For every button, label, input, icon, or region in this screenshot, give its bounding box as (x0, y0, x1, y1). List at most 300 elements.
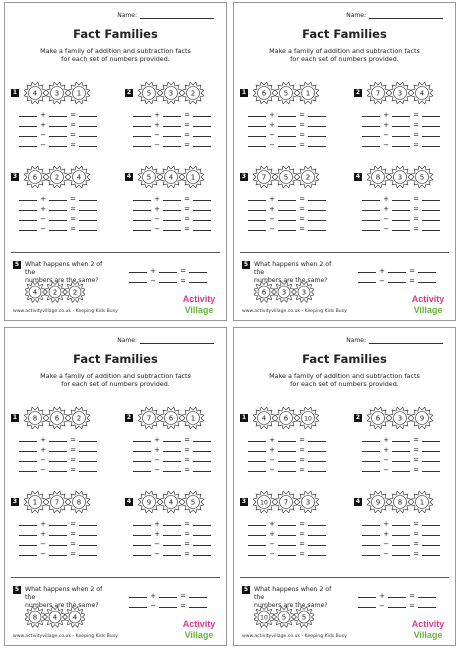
answer-blank[interactable] (422, 136, 440, 137)
answer-blank[interactable] (362, 146, 380, 147)
answer-blank[interactable] (422, 210, 440, 211)
answer-blank[interactable] (79, 116, 97, 117)
answer-blank[interactable] (248, 525, 266, 526)
sun-icon (68, 407, 90, 429)
answer-blank[interactable] (422, 451, 440, 452)
answer-blank[interactable] (278, 555, 296, 556)
sun-number: 10 (260, 499, 268, 507)
answer-blank[interactable] (278, 230, 296, 231)
answer-blank[interactable] (392, 230, 410, 231)
answer-blank[interactable] (133, 220, 151, 221)
answer-blank[interactable] (422, 441, 440, 442)
answer-blank[interactable] (129, 272, 147, 273)
answer-blank[interactable] (163, 451, 181, 452)
answer-blank[interactable] (49, 471, 67, 472)
answer-blank[interactable] (362, 136, 380, 137)
answer-blank[interactable] (19, 525, 37, 526)
answer-blank[interactable] (193, 545, 211, 546)
answer-blank[interactable] (308, 200, 326, 201)
sun-number: 1 (190, 173, 196, 182)
answer-blank[interactable] (79, 200, 97, 201)
answer-blank[interactable] (358, 282, 376, 283)
sun-number: 2 (190, 89, 196, 98)
operator-sign: + (269, 520, 275, 528)
answer-blank[interactable] (193, 525, 211, 526)
answer-blank[interactable] (49, 555, 67, 556)
equation-row (133, 213, 227, 223)
answer-blank[interactable] (19, 535, 37, 536)
answer-blank[interactable] (163, 200, 181, 201)
sun-icon (254, 607, 274, 628)
worksheet-grid (4, 2, 456, 646)
answer-blank[interactable] (278, 535, 296, 536)
answer-blank[interactable] (422, 146, 440, 147)
answer-blank[interactable] (49, 441, 67, 442)
sun-icon (46, 407, 68, 429)
answer-blank[interactable] (392, 555, 410, 556)
equals-sign: = (70, 131, 76, 139)
answer-blank[interactable] (129, 597, 147, 598)
answer-blank[interactable] (422, 525, 440, 526)
answer-blank[interactable] (193, 555, 211, 556)
answer-blank[interactable] (308, 451, 326, 452)
question-5-line-1: What happens when 2 of the (254, 586, 332, 601)
answer-blank[interactable] (308, 220, 326, 221)
name-line[interactable] (140, 337, 214, 344)
sun-icon (367, 166, 389, 188)
footer-url: www.activityvillage.co.uk - Keeping Kids Busy (13, 309, 118, 314)
sun-icon (182, 407, 204, 429)
answer-blank[interactable] (49, 210, 67, 211)
answer-blank[interactable] (19, 545, 37, 546)
answer-blank[interactable] (422, 545, 440, 546)
answer-blank[interactable] (193, 471, 211, 472)
answer-blank[interactable] (19, 136, 37, 137)
number-suns (23, 406, 119, 430)
answer-blank[interactable] (388, 282, 406, 283)
answer-blank[interactable] (392, 471, 410, 472)
equals-sign: = (413, 446, 419, 454)
answer-blank[interactable] (133, 146, 151, 147)
answer-blank[interactable] (358, 272, 376, 273)
sun-number: 4 (419, 89, 425, 98)
answer-blank[interactable] (278, 441, 296, 442)
answer-blank[interactable] (49, 451, 67, 452)
answer-blank[interactable] (133, 230, 151, 231)
equals-sign: = (413, 456, 419, 464)
number-suns (252, 165, 348, 189)
answer-blank[interactable] (163, 555, 181, 556)
sun-icon (294, 607, 314, 628)
answer-blank[interactable] (248, 441, 266, 442)
answer-blank[interactable] (133, 210, 151, 211)
answer-blank[interactable] (392, 545, 410, 546)
answer-blank[interactable] (422, 471, 440, 472)
equation-row (133, 203, 227, 213)
answer-blank[interactable] (418, 607, 436, 608)
answer-blank[interactable] (133, 451, 151, 452)
name-field[interactable] (117, 337, 214, 344)
answer-blank[interactable] (163, 210, 181, 211)
answer-blank[interactable] (278, 146, 296, 147)
answer-blank[interactable] (49, 461, 67, 462)
answer-blank[interactable] (19, 471, 37, 472)
answer-blank[interactable] (163, 461, 181, 462)
answer-blank[interactable] (418, 282, 436, 283)
answer-blank[interactable] (79, 136, 97, 137)
answer-blank[interactable] (79, 441, 97, 442)
problem-number: 4 (355, 173, 361, 180)
answer-blank[interactable] (49, 230, 67, 231)
problem-number: 3 (241, 173, 247, 180)
answer-blank[interactable] (189, 272, 207, 273)
answer-blank[interactable] (358, 607, 376, 608)
answer-blank[interactable] (133, 126, 151, 127)
answer-blank[interactable] (248, 535, 266, 536)
answer-blank[interactable] (49, 116, 67, 117)
equals-sign: = (184, 195, 190, 203)
answer-blank[interactable] (189, 597, 207, 598)
answer-blank[interactable] (133, 441, 151, 442)
answer-blank[interactable] (248, 200, 266, 201)
answer-blank[interactable] (308, 535, 326, 536)
answer-blank[interactable] (362, 220, 380, 221)
q5-equations (358, 590, 454, 610)
answer-blank[interactable] (49, 146, 67, 147)
answer-blank[interactable] (163, 230, 181, 231)
answer-blank[interactable] (193, 451, 211, 452)
answer-blank[interactable] (79, 545, 97, 546)
equals-sign: = (184, 131, 190, 139)
sun-icon (182, 491, 204, 513)
equation-list (133, 518, 227, 558)
answer-blank[interactable] (79, 555, 97, 556)
operator-sign: − (154, 225, 160, 233)
answer-blank[interactable] (422, 220, 440, 221)
answer-blank[interactable] (193, 230, 211, 231)
answer-blank[interactable] (133, 525, 151, 526)
equals-sign: = (299, 131, 305, 139)
answer-blank[interactable] (388, 272, 406, 273)
answer-blank[interactable] (422, 116, 440, 117)
equals-sign: = (184, 456, 190, 464)
answer-blank[interactable] (19, 451, 37, 452)
answer-blank[interactable] (193, 210, 211, 211)
answer-blank[interactable] (248, 461, 266, 462)
instruction-line-1: Make a family of addition and subtraction facts (269, 47, 420, 55)
answer-blank[interactable] (49, 136, 67, 137)
answer-blank[interactable] (422, 126, 440, 127)
answer-blank[interactable] (308, 461, 326, 462)
answer-blank[interactable] (308, 230, 326, 231)
answer-blank[interactable] (163, 525, 181, 526)
answer-blank[interactable] (159, 597, 177, 598)
equation-list (19, 193, 113, 233)
answer-blank[interactable] (49, 126, 67, 127)
answer-blank[interactable] (308, 525, 326, 526)
answer-blank[interactable] (362, 116, 380, 117)
answer-blank[interactable] (308, 116, 326, 117)
equation-row (362, 444, 456, 454)
operator-sign: − (40, 215, 46, 223)
sun-number: 6 (261, 288, 267, 297)
answer-blank[interactable] (248, 451, 266, 452)
sun-icon (24, 407, 46, 429)
number-suns (137, 165, 227, 189)
answer-blank[interactable] (49, 535, 67, 536)
answer-blank[interactable] (133, 545, 151, 546)
answer-blank[interactable] (193, 136, 211, 137)
answer-blank[interactable] (248, 116, 266, 117)
answer-blank[interactable] (278, 471, 296, 472)
answer-blank[interactable] (49, 220, 67, 221)
answer-blank[interactable] (308, 555, 326, 556)
answer-blank[interactable] (362, 535, 380, 536)
answer-blank[interactable] (159, 282, 177, 283)
answer-blank[interactable] (392, 116, 410, 117)
answer-blank[interactable] (422, 230, 440, 231)
equals-sign: = (184, 121, 190, 129)
answer-blank[interactable] (193, 441, 211, 442)
answer-blank[interactable] (133, 535, 151, 536)
equation-list (133, 109, 227, 149)
name-line[interactable] (369, 337, 443, 344)
answer-blank[interactable] (422, 461, 440, 462)
answer-blank[interactable] (49, 200, 67, 201)
answer-blank[interactable] (163, 146, 181, 147)
number-suns (366, 406, 456, 430)
equation-row (248, 454, 342, 464)
answer-blank[interactable] (308, 126, 326, 127)
equation-row (19, 538, 113, 548)
activity-village-logo-icon (411, 292, 445, 316)
answer-blank[interactable] (392, 525, 410, 526)
answer-blank[interactable] (133, 471, 151, 472)
answer-blank[interactable] (19, 461, 37, 462)
answer-blank[interactable] (163, 136, 181, 137)
answer-blank[interactable] (278, 116, 296, 117)
answer-blank[interactable] (278, 451, 296, 452)
answer-blank[interactable] (362, 230, 380, 231)
name-field[interactable] (117, 12, 214, 19)
answer-blank[interactable] (248, 126, 266, 127)
answer-blank[interactable] (248, 136, 266, 137)
answer-blank[interactable] (248, 146, 266, 147)
answer-blank[interactable] (133, 116, 151, 117)
answer-blank[interactable] (392, 451, 410, 452)
answer-blank[interactable] (193, 461, 211, 462)
sun-number: 3 (397, 173, 403, 182)
answer-blank[interactable] (362, 471, 380, 472)
answer-blank[interactable] (422, 555, 440, 556)
answer-blank[interactable] (133, 555, 151, 556)
answer-blank[interactable] (193, 200, 211, 201)
answer-blank[interactable] (19, 200, 37, 201)
answer-blank[interactable] (362, 545, 380, 546)
name-field[interactable] (346, 337, 443, 344)
answer-blank[interactable] (49, 545, 67, 546)
answer-blank[interactable] (308, 471, 326, 472)
answer-blank[interactable] (193, 116, 211, 117)
answer-blank[interactable] (278, 525, 296, 526)
equation-row (362, 129, 456, 139)
operator-sign: − (383, 215, 389, 223)
question-number-5: 5 (243, 586, 249, 593)
answer-blank[interactable] (163, 535, 181, 536)
answer-blank[interactable] (248, 220, 266, 221)
sun-icon (65, 282, 85, 303)
answer-blank[interactable] (193, 146, 211, 147)
answer-blank[interactable] (19, 230, 37, 231)
answer-blank[interactable] (19, 210, 37, 211)
answer-blank[interactable] (392, 146, 410, 147)
answer-blank[interactable] (418, 597, 436, 598)
answer-blank[interactable] (308, 146, 326, 147)
answer-blank[interactable] (392, 126, 410, 127)
answer-blank[interactable] (278, 126, 296, 127)
operator-sign: + (383, 436, 389, 444)
name-field[interactable] (346, 12, 443, 19)
sun-icon (297, 407, 319, 429)
answer-blank[interactable] (278, 136, 296, 137)
sun-number: 10 (304, 415, 312, 423)
answer-blank[interactable] (79, 126, 97, 127)
answer-blank[interactable] (193, 220, 211, 221)
answer-blank[interactable] (308, 210, 326, 211)
answer-blank[interactable] (163, 471, 181, 472)
answer-blank[interactable] (79, 471, 97, 472)
answer-blank[interactable] (19, 441, 37, 442)
answer-blank[interactable] (388, 607, 406, 608)
answer-blank[interactable] (79, 461, 97, 462)
answer-blank[interactable] (278, 545, 296, 546)
number-suns (137, 406, 227, 430)
equals-sign: = (413, 205, 419, 213)
answer-blank[interactable] (422, 200, 440, 201)
answer-blank[interactable] (308, 441, 326, 442)
answer-blank[interactable] (49, 525, 67, 526)
answer-blank[interactable] (248, 545, 266, 546)
sun-icon (411, 166, 433, 188)
answer-blank[interactable] (79, 525, 97, 526)
equation-row (19, 213, 113, 223)
answer-blank[interactable] (392, 220, 410, 221)
sun-number: 4 (168, 173, 174, 182)
svg-text:Village: Village (184, 305, 214, 315)
instruction-line-1: Make a family of addition and subtraction facts (40, 47, 191, 55)
answer-blank[interactable] (362, 451, 380, 452)
answer-blank[interactable] (362, 200, 380, 201)
answer-blank[interactable] (79, 451, 97, 452)
answer-blank[interactable] (392, 210, 410, 211)
answer-blank[interactable] (129, 282, 147, 283)
answer-blank[interactable] (422, 535, 440, 536)
sun-number: 9 (419, 414, 425, 423)
sun-number: 3 (54, 89, 60, 98)
equals-sign: = (299, 446, 305, 454)
answer-blank[interactable] (159, 272, 177, 273)
answer-blank[interactable] (388, 597, 406, 598)
answer-blank[interactable] (392, 461, 410, 462)
answer-blank[interactable] (163, 441, 181, 442)
operator-sign: + (150, 592, 156, 600)
answer-blank[interactable] (189, 282, 207, 283)
answer-blank[interactable] (189, 607, 207, 608)
answer-blank[interactable] (163, 126, 181, 127)
answer-blank[interactable] (79, 220, 97, 221)
name-line[interactable] (369, 12, 443, 19)
answer-blank[interactable] (159, 607, 177, 608)
answer-blank[interactable] (19, 126, 37, 127)
answer-blank[interactable] (129, 607, 147, 608)
answer-blank[interactable] (278, 200, 296, 201)
answer-blank[interactable] (248, 555, 266, 556)
question-5-line-1: What happens when 2 of the (25, 261, 103, 276)
answer-blank[interactable] (362, 525, 380, 526)
answer-blank[interactable] (79, 146, 97, 147)
answer-blank[interactable] (19, 220, 37, 221)
answer-blank[interactable] (358, 597, 376, 598)
answer-blank[interactable] (308, 136, 326, 137)
sun-icon (45, 282, 66, 303)
answer-blank[interactable] (308, 545, 326, 546)
answer-blank[interactable] (163, 116, 181, 117)
equation-row (362, 434, 456, 444)
operator-sign: − (269, 466, 275, 474)
answer-blank[interactable] (278, 210, 296, 211)
answer-blank[interactable] (133, 200, 151, 201)
answer-blank[interactable] (19, 146, 37, 147)
answer-blank[interactable] (193, 126, 211, 127)
answer-blank[interactable] (163, 545, 181, 546)
equation-row (133, 223, 227, 233)
answer-blank[interactable] (392, 535, 410, 536)
equals-sign: = (413, 540, 419, 548)
answer-blank[interactable] (79, 535, 97, 536)
answer-blank[interactable] (392, 441, 410, 442)
answer-blank[interactable] (248, 210, 266, 211)
answer-blank[interactable] (392, 200, 410, 201)
operator-sign: − (269, 225, 275, 233)
answer-blank[interactable] (362, 210, 380, 211)
equation-row (19, 119, 113, 129)
answer-blank[interactable] (248, 471, 266, 472)
answer-blank[interactable] (362, 461, 380, 462)
sun-number: 6 (32, 173, 38, 182)
answer-blank[interactable] (193, 535, 211, 536)
answer-blank[interactable] (19, 116, 37, 117)
instructions (35, 47, 196, 63)
equals-sign: = (413, 436, 419, 444)
name-line[interactable] (140, 12, 214, 19)
answer-blank[interactable] (418, 272, 436, 273)
answer-blank[interactable] (392, 136, 410, 137)
answer-blank[interactable] (79, 210, 97, 211)
operator-sign: + (269, 121, 275, 129)
answer-blank[interactable] (163, 220, 181, 221)
answer-blank[interactable] (278, 220, 296, 221)
answer-blank[interactable] (278, 461, 296, 462)
answer-blank[interactable] (248, 230, 266, 231)
answer-blank[interactable] (19, 555, 37, 556)
answer-blank[interactable] (362, 555, 380, 556)
answer-blank[interactable] (133, 461, 151, 462)
answer-blank[interactable] (362, 441, 380, 442)
answer-blank[interactable] (362, 126, 380, 127)
answer-blank[interactable] (133, 136, 151, 137)
answer-blank[interactable] (79, 230, 97, 231)
divider (240, 252, 449, 253)
